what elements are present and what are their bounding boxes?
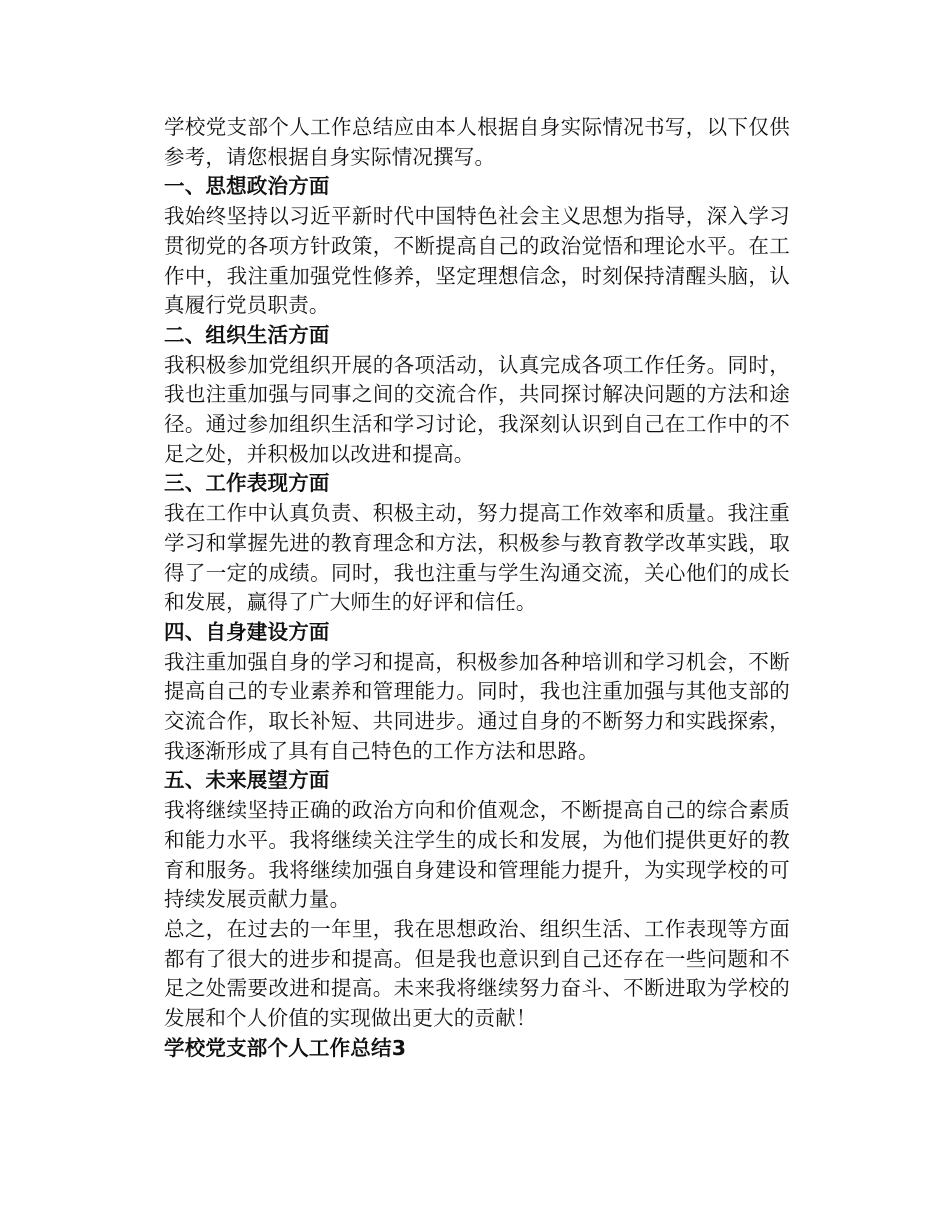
section-body-organization: 我积极参加党组织开展的各项活动，认真完成各项工作任务。同时，我也注重加强与同事之间的交流合作，共同探讨解决问题的方法和途径。通过参加组织生活和学习讨论，我深刻认识到自己在工作中的不足之处，并积极加以改进和提高。 bbox=[164, 352, 790, 466]
section-heading-ideology: 一、思想政治方面 bbox=[164, 174, 330, 199]
section-body-ideology: 我始终坚持以习近平新时代中国特色社会主义思想为指导，深入学习贯彻党的各项方针政策，不断提高自己的政治觉悟和理论水平。在工作中，我注重加强党性修养，坚定理想信念，时刻保持清醒头脑，认真履行党员职责。 bbox=[164, 204, 790, 318]
next-document-title: 学校党支部个人工作总结3 bbox=[164, 1035, 407, 1060]
section-heading-outlook: 五、未来展望方面 bbox=[164, 768, 330, 793]
section-heading-self-development: 四、自身建设方面 bbox=[164, 619, 330, 644]
section-body-outlook: 我将继续坚持正确的政治方向和价值观念，不断提高自己的综合素质和能力水平。我将继续关注学生的成长和发展，为他们提供更好的教育和服务。我将继续加强自身建设和管理能力提升，为实现学校的可持续发展贡献力量。 bbox=[164, 798, 790, 912]
document-page bbox=[164, 113, 790, 1064]
section-body-performance: 我在工作中认真负责、积极主动，努力提高工作效率和质量。我注重学习和掌握先进的教育理念和方法，积极参与教育教学改革实践，取得了一定的成绩。同时，我也注重与学生沟通交流，关心他们的成长和发展，赢得了广大师生的好评和信任。 bbox=[164, 501, 790, 615]
section-heading-performance: 三、工作表现方面 bbox=[164, 471, 330, 496]
conclusion-paragraph: 总之，在过去的一年里，我在思想政治、组织生活、工作表现等方面都有了很大的进步和提高。但是我也意识到自己还存在一些问题和不足之处需要改进和提高。未来我将继续努力奋斗、不断进取为学校的发展和个人价值的实现做出更大的贡献！ bbox=[164, 916, 790, 1031]
section-body-self-development: 我注重加强自身的学习和提高，积极参加各种培训和学习机会，不断提高自己的专业素养和管理能力。同时，我也注重加强与其他支部的交流合作，取长补短、共同进步。通过自身的不断努力和实践探索，我逐渐形成了具有自己特色的工作方法和思路。 bbox=[164, 649, 790, 763]
section-heading-organization: 二、组织生活方面 bbox=[164, 322, 330, 347]
intro-paragraph: 学校党支部个人工作总结应由本人根据自身实际情况书写，以下仅供参考，请您根据自身实际情况撰写。 bbox=[164, 115, 790, 169]
